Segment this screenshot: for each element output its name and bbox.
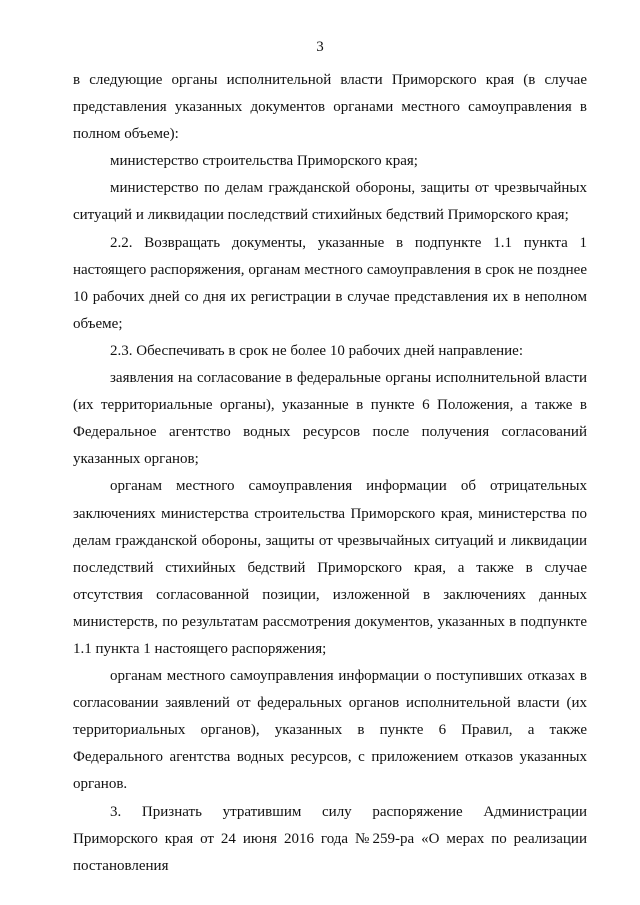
paragraph-2-3: 2.3. Обеспечивать в срок не более 10 рабочих дней направление: xyxy=(110,342,523,359)
paragraph-refusals: органам местного самоуправления информации о поступивших отказах в согласовании заявлений от федеральных органов исполнительной власти (их территориальных органов), указанных в пункте 6 Правил, а также Федерального агентства водных ресурсов, с приложением отказов указанных органов. xyxy=(73,668,587,793)
paragraph-ministry-construction: министерство строительства Приморского края; xyxy=(110,153,418,170)
document-body xyxy=(73,67,587,880)
paragraph-applications: заявления на согласование в федеральные органы исполнительной власти (их территориальные органы), указанные в пункте 6 Положения, а также в Федеральное агентство водных ресурсов после получения согласований указанных органов; xyxy=(73,370,587,468)
paragraph-ministry-civil-defense: министерство по делам гражданской обороны, защиты от чрезвычайных ситуаций и ликвидации последствий стихийных бедствий Приморского края; xyxy=(73,180,587,224)
paragraph-2-2: 2.2. Возвращать документы, указанные в подпункте 1.1 пункта 1 настоящего распоряжения, органам местного самоуправления в срок не позднее 10 рабочих дней со дня их регистрации в случае представления их в неполном объеме; xyxy=(73,234,587,332)
page-number: 3 xyxy=(316,39,324,55)
paragraph-intro: в следующие органы исполнительной власти Приморского края (в случае представления указанных документов органами местного самоуправления в полном объеме): xyxy=(73,72,587,143)
paragraph-3: 3. Признать утратившим силу распоряжение Администрации Приморского края от 24 июня 2016 года №259-ра «О мерах по реализации постановления xyxy=(73,803,587,874)
paragraph-negative-conclusions: органам местного самоуправления информации об отрицательных заключениях министерства строительства Приморского края, министерства по делам гражданской обороны, защиты от чрезвычайных ситуаций и ликвидации последствий стихийных бедствий Приморского края, а также в случае отсутствия согласованной позиции, изложенной в заключениях данных министерств, по результатам рассмотрения документов, указанных в подпункте 1.1 пункта 1 настоящего распоряжения; xyxy=(73,478,587,657)
